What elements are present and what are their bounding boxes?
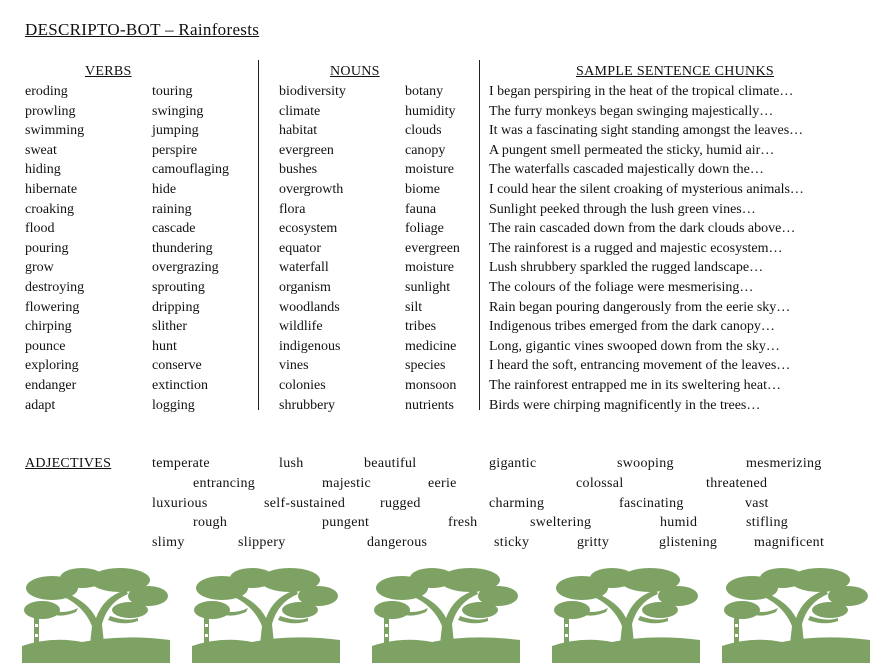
verb-word: endanger <box>25 377 77 393</box>
adjective-word: threatened <box>706 476 768 491</box>
adjective-word: dangerous <box>367 535 428 550</box>
adjective-word: beautiful <box>364 456 417 471</box>
noun-word: tribes <box>405 319 437 335</box>
verb-word: perspire <box>152 142 198 158</box>
adjective-word: rough <box>193 515 228 530</box>
verb-word: chirping <box>25 319 72 335</box>
noun-word: woodlands <box>279 299 340 315</box>
adjective-word: sticky <box>494 535 530 550</box>
adjective-word: magnificent <box>754 535 825 550</box>
noun-word: humidity <box>405 103 456 119</box>
verbs-header: VERBS <box>85 64 132 79</box>
verbs-column-1 <box>25 82 84 415</box>
verb-word: adapt <box>25 397 56 413</box>
adjective-word: sweltering <box>530 515 592 530</box>
noun-word: medicine <box>405 338 457 354</box>
verb-word: hide <box>152 181 177 197</box>
noun-word: overgrowth <box>279 181 344 197</box>
verb-word: pouring <box>25 240 69 256</box>
adjective-word: lush <box>279 456 304 471</box>
adjective-word: luxurious <box>152 496 208 511</box>
sentence-chunk: Long, gigantic vines swooped down from the sky… <box>489 338 780 354</box>
adjective-word: slippery <box>238 535 286 550</box>
sentence-chunk: The waterfalls cascaded majestically down the… <box>489 162 764 178</box>
noun-word: habitat <box>279 123 318 139</box>
verb-word: croaking <box>25 201 74 217</box>
noun-word: colonies <box>279 377 326 393</box>
noun-word: equator <box>279 240 321 256</box>
sentence-chunk: The rainforest is a rugged and majestic ecosystem… <box>489 240 783 256</box>
noun-word: ecosystem <box>279 221 338 237</box>
verb-word: hunt <box>152 338 177 354</box>
adjective-word: gigantic <box>489 456 537 471</box>
sentence-chunk: The colours of the foliage were mesmerising… <box>489 279 754 295</box>
adjective-word: fascinating <box>619 496 684 511</box>
noun-word: monsoon <box>405 377 457 393</box>
noun-word: flora <box>279 201 306 217</box>
adjective-word: fresh <box>448 515 478 530</box>
sentence-chunk: The furry monkeys began swinging majestically… <box>489 103 774 119</box>
verb-word: swimming <box>25 123 85 139</box>
adjective-word: mesmerizing <box>746 456 822 471</box>
sentence-chunk: A pungent smell permeated the sticky, humid air… <box>489 142 775 158</box>
sentence-chunk: I heard the soft, entrancing movement of the leaves… <box>489 358 791 374</box>
verb-word: flood <box>25 221 55 237</box>
noun-word: biodiversity <box>279 84 346 99</box>
adjective-word: pungent <box>322 515 370 530</box>
sentence-chunk: Birds were chirping magnificently in the trees… <box>489 397 761 413</box>
sentence-chunk: It was a fascinating sight standing amongst the leaves… <box>489 123 804 139</box>
adjective-word: majestic <box>322 476 372 491</box>
noun-word: climate <box>279 103 321 119</box>
noun-word: waterfall <box>279 260 329 276</box>
adjective-word: self-sustained <box>264 496 346 511</box>
verb-word: overgrazing <box>152 260 219 276</box>
adjective-word: glistening <box>659 535 718 550</box>
noun-word: bushes <box>279 162 318 178</box>
adjective-word: stifling <box>746 515 789 530</box>
tree-icon <box>372 566 520 668</box>
verb-word: prowling <box>25 103 76 119</box>
sentence-chunk: Lush shrubbery sparkled the rugged landscape… <box>489 260 764 276</box>
tree-icon <box>722 566 870 668</box>
noun-word: fauna <box>405 201 437 217</box>
verb-word: raining <box>152 201 192 217</box>
noun-word: biome <box>405 181 440 197</box>
adjective-word: humid <box>660 515 698 530</box>
noun-word: moisture <box>405 162 454 178</box>
nouns-column-2 <box>405 82 460 415</box>
verb-word: dripping <box>152 299 200 315</box>
noun-word: indigenous <box>279 338 341 354</box>
verb-word: touring <box>152 84 193 99</box>
noun-word: canopy <box>405 142 446 158</box>
noun-word: vines <box>279 358 309 374</box>
noun-word: evergreen <box>405 240 460 256</box>
tree-icon <box>192 566 340 668</box>
verb-word: eroding <box>25 84 68 99</box>
sentence-chunk: I could hear the silent croaking of mysterious animals… <box>489 181 804 197</box>
sentence-chunk: The rain cascaded down from the dark clouds above… <box>489 221 796 237</box>
verb-word: sweat <box>25 142 57 158</box>
adjectives-label: ADJECTIVES <box>25 456 112 471</box>
adjective-word: slimy <box>152 535 185 550</box>
tree-icon <box>552 566 700 668</box>
noun-word: organism <box>279 279 331 295</box>
noun-word: silt <box>405 299 423 315</box>
sentence-chunk: I began perspiring in the heat of the tropical climate… <box>489 84 794 99</box>
adjective-word: rugged <box>380 496 421 511</box>
verb-word: hiding <box>25 162 61 178</box>
verb-word: jumping <box>152 123 199 139</box>
noun-word: nutrients <box>405 397 454 413</box>
sentence-chunk: Indigenous tribes emerged from the dark canopy… <box>489 319 775 335</box>
adjective-word: entrancing <box>193 476 256 491</box>
verbs-column-2 <box>152 82 229 415</box>
adjective-word: temperate <box>152 456 210 471</box>
adjective-word: charming <box>489 496 545 511</box>
column-divider <box>258 60 259 410</box>
verb-word: thundering <box>152 240 213 256</box>
page-title: DESCRIPTO-BOT – Rainforests <box>25 20 260 39</box>
adjective-word: eerie <box>428 476 457 491</box>
sentence-chunk: Sunlight peeked through the lush green vines… <box>489 201 756 217</box>
noun-word: wildlife <box>279 319 323 335</box>
adjective-word: colossal <box>576 476 624 491</box>
verb-word: flowering <box>25 299 80 315</box>
adjective-word: gritty <box>577 535 610 550</box>
noun-word: moisture <box>405 260 454 276</box>
noun-word: sunlight <box>405 279 451 295</box>
sentence-chunk: The rainforest entrapped me in its sweltering heat… <box>489 377 781 393</box>
sentences-column <box>489 82 804 415</box>
noun-word: botany <box>405 84 444 99</box>
noun-word: shrubbery <box>279 397 335 413</box>
verb-word: slither <box>152 319 187 335</box>
verb-word: exploring <box>25 358 79 374</box>
verb-word: extinction <box>152 377 208 393</box>
adjective-word: swooping <box>617 456 674 471</box>
adjective-word: vast <box>745 496 769 511</box>
column-divider <box>479 60 480 410</box>
nouns-column-1 <box>279 82 346 415</box>
noun-word: species <box>405 358 446 374</box>
verb-word: logging <box>152 397 195 413</box>
noun-word: evergreen <box>279 142 334 158</box>
tree-icon <box>22 566 170 668</box>
noun-word: clouds <box>405 123 442 139</box>
verb-word: swinging <box>152 103 204 119</box>
sentences-header: SAMPLE SENTENCE CHUNKS <box>576 64 774 79</box>
verb-word: hibernate <box>25 181 78 197</box>
nouns-header: NOUNS <box>330 64 380 79</box>
verb-word: sprouting <box>152 279 205 295</box>
noun-word: foliage <box>405 221 444 237</box>
verb-word: conserve <box>152 358 202 374</box>
sentence-chunk: Rain began pouring dangerously from the eerie sky… <box>489 299 791 315</box>
verb-word: grow <box>25 260 54 276</box>
verb-word: camouflaging <box>152 162 229 178</box>
tree-border <box>0 566 884 663</box>
verb-word: cascade <box>152 221 196 237</box>
verb-word: destroying <box>25 279 85 295</box>
verb-word: pounce <box>25 338 66 354</box>
